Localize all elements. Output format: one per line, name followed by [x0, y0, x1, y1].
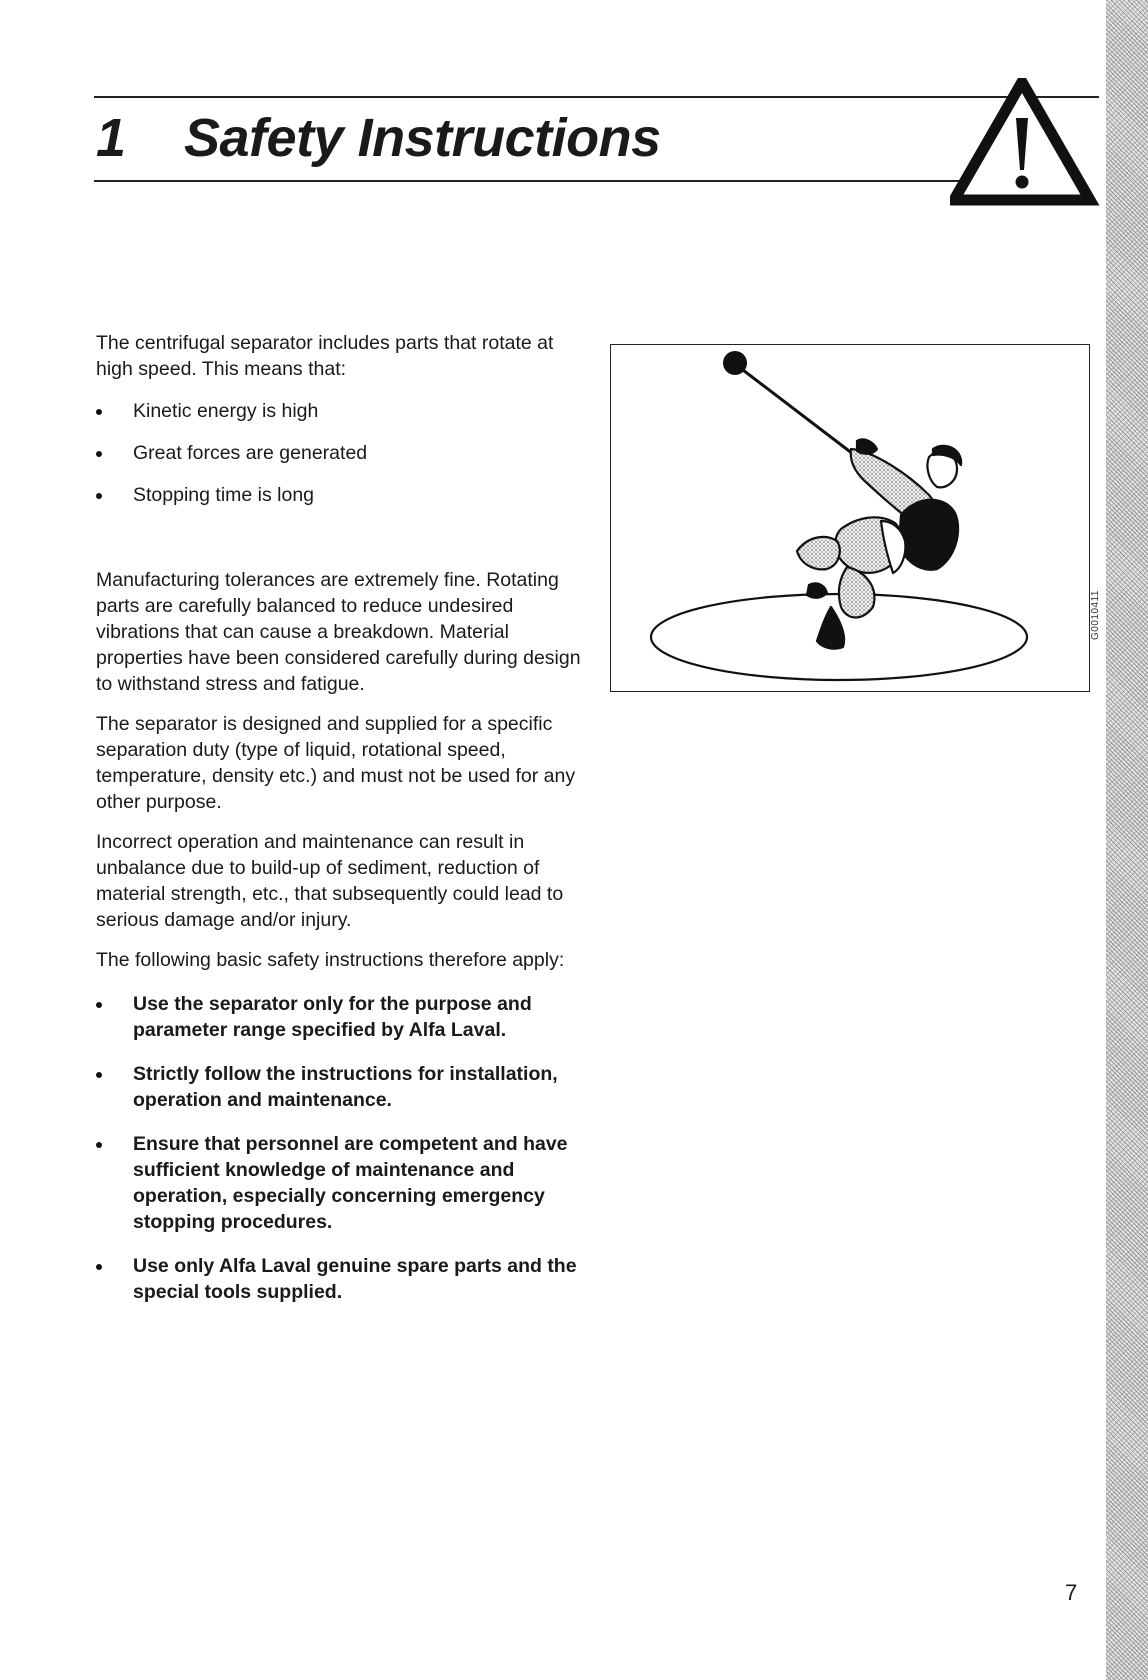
safety-rule-item: Use the separator only for the purpose and parameter range specified by Alfa Laval. — [96, 991, 586, 1043]
scanned-edge-strip — [1106, 0, 1148, 1680]
intro-paragraph: The centrifugal separator includes parts that rotate at high speed. This means that: — [96, 332, 554, 380]
page-number: 7 — [1065, 1580, 1078, 1605]
chapter-number: 1 — [96, 108, 126, 168]
hazard-item: Kinetic energy is high — [96, 398, 586, 424]
safety-rule-item: Use only Alfa Laval genuine spare parts and the special tools supplied. — [96, 1253, 586, 1305]
safety-rule-item: Strictly follow the instructions for installation, operation and maintenance. — [96, 1061, 586, 1113]
safety-rule-item: Ensure that personnel are competent and have sufficient knowledge of maintenance and operation, especially concerning emergency stopping procedures. — [96, 1131, 586, 1235]
hazard-item: Great forces are generated — [96, 440, 586, 466]
hammer-thrower-illustration — [610, 344, 1090, 692]
header-rule-top — [94, 96, 1099, 98]
hammer-thrower-drawing — [611, 345, 1088, 690]
paragraph-apply: The following basic safety instructions therefore apply: — [96, 949, 565, 971]
header-rule-bottom — [94, 180, 1084, 182]
hazard-item: Stopping time is long — [96, 482, 586, 508]
hazard-list — [96, 398, 586, 508]
paragraph-tolerances: Manufacturing tolerances are extremely fine. Rotating parts are carefully balanced to reduce undesired vibrations that can cause a breakdown. Material properties have been considered carefully during design to withstand stress and fatigue. — [96, 569, 581, 695]
figure-code: G0010411 — [1090, 590, 1101, 640]
paragraph-duty: The separator is designed and supplied for a specific separation duty (type of liquid, rotational speed, temperature, density etc.) and must not be used for any other purpose. — [96, 713, 576, 813]
paragraph-maintenance: Incorrect operation and maintenance can result in unbalance due to build-up of sediment, reduction of material strength, etc., that subsequently could lead to serious damage and/or injury. — [96, 831, 564, 931]
athlete-figure — [797, 439, 961, 648]
chapter-title — [96, 100, 661, 176]
body-section — [96, 567, 586, 1305]
safety-rules-list — [96, 991, 586, 1305]
chapter-title-text: Safety Instructions — [184, 108, 661, 168]
hammer-wire — [739, 367, 857, 457]
hammer-ball-icon — [723, 351, 747, 375]
intro-section — [96, 330, 586, 508]
warning-triangle-icon — [950, 78, 1100, 208]
